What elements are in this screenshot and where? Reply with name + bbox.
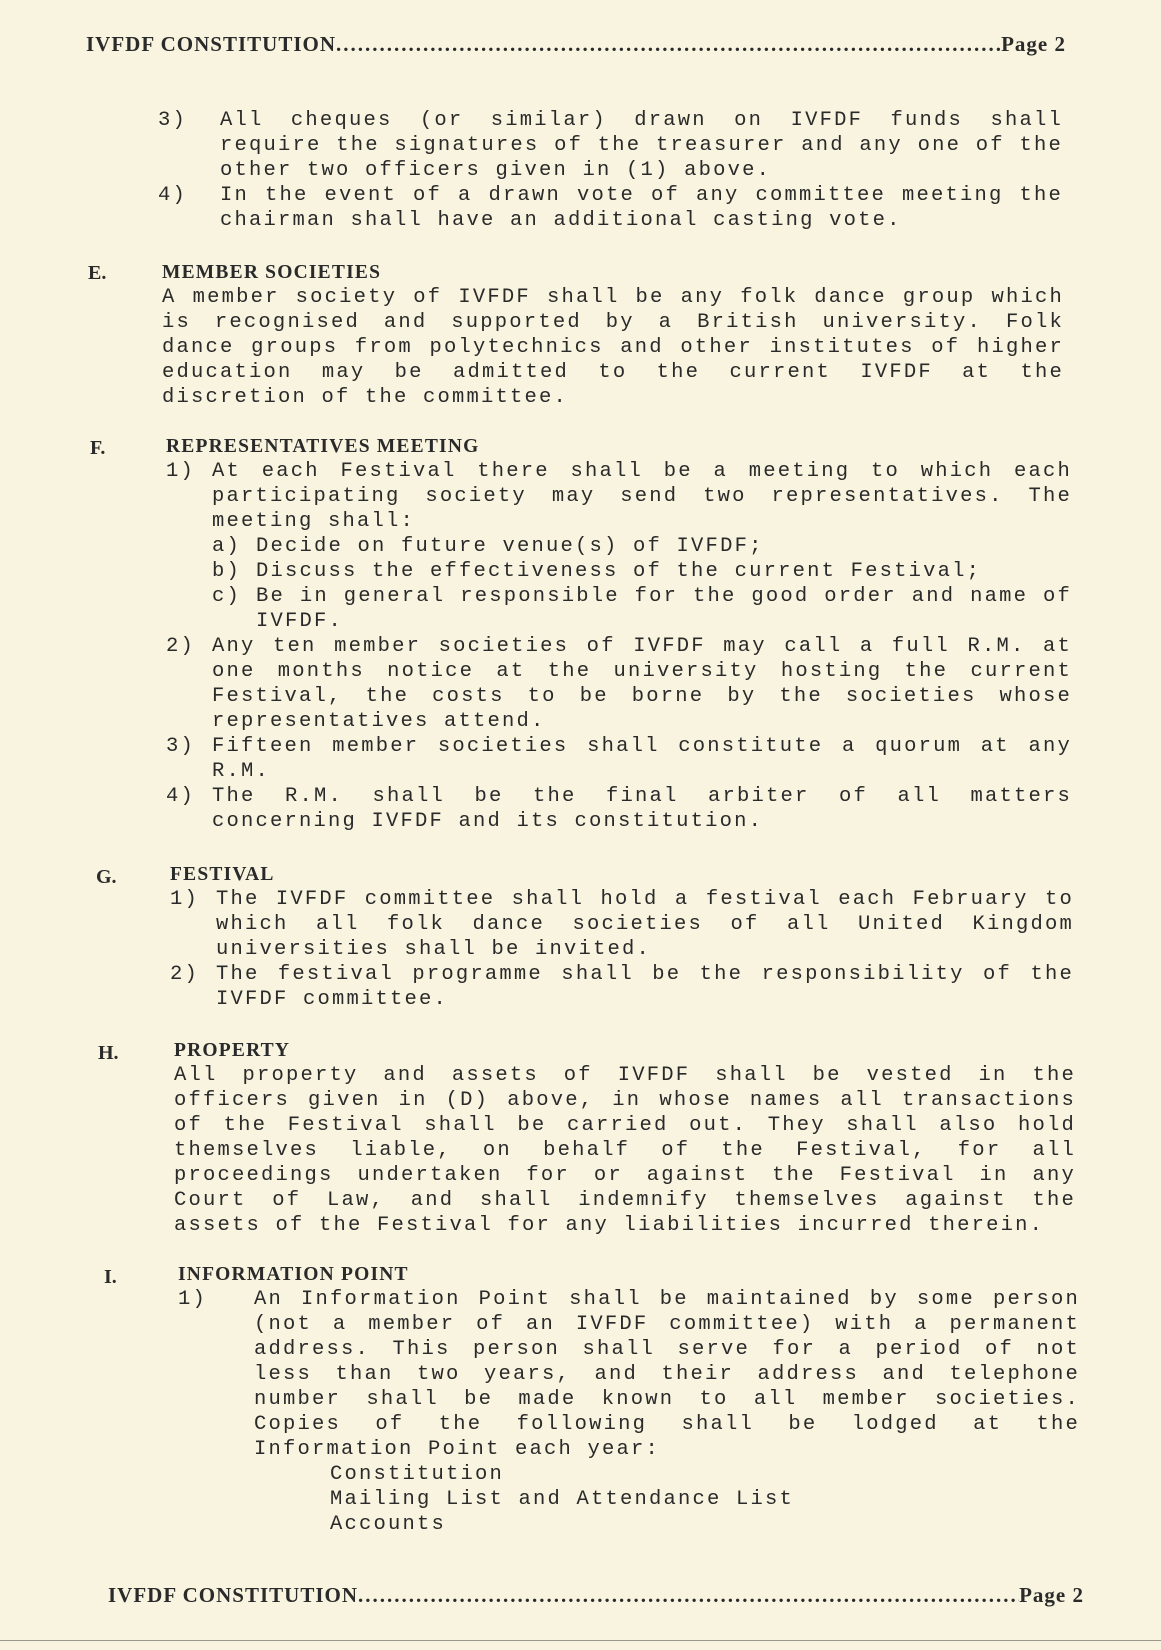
section-e-text: A member society of IVFDF shall be any folk dance group which is recognised and supported by a British university. Folk dance groups from polytechnics and other institutes of higher education may be admitted to the current IVFDF at the discretion of the committee. [162,286,1064,409]
list-item: Mailing List and Attendance List [330,1488,795,1511]
section-g-letter: G. [96,866,117,888]
clause-text: In the event of a drawn vote of any committee meeting the chairman shall have an additional casting vote. [220,184,1063,232]
clause-text: An Information Point shall be maintained by some person (not a member of an IVFDF committee) with a permanent address. This person shall serve for a period of not less than two years, and their address and telephone number shall be made known to all member societies. Copies of the following shall be lodged at the Information Point each year: [254,1288,1080,1461]
list-item: Accounts [330,1513,447,1536]
clause-text: At each Festival there shall be a meeting to which each participating society may send two representatives. The meeting shall: [212,460,1072,533]
clause-number: 1) [178,1288,208,1311]
subclause-text: Discuss the effectiveness of the current Festival; [256,560,982,583]
section-i-letter: I. [104,1266,117,1288]
subclause-label: c) [212,585,242,608]
clause-f2 [166,634,1072,734]
list-item: Constitution [330,1463,505,1486]
clause-f3 [166,734,1072,784]
section-e-heading: MEMBER SOCIETIES [162,262,382,283]
clause-d3 [158,108,1063,183]
clause-i1 [178,1287,1080,1537]
clause-text: Any ten member societies of IVFDF may call a full R.M. at one months notice at the university hosting the current Festival, the costs to be borne by the societies whose representatives attend. [212,635,1072,733]
section-h-letter: H. [98,1042,119,1064]
clause-text: The R.M. shall be the final arbiter of all matters concerning IVFDF and its constitution. [212,785,1072,833]
subclause-label: a) [212,535,242,558]
section-h-heading: PROPERTY [174,1040,291,1061]
clause-text: The IVFDF committee shall hold a festival each February to which all folk dance societies of all United Kingdom universities shall be invited. [216,888,1074,961]
leader-dots [358,1583,1019,1608]
clause-d4 [158,183,1063,233]
clause-number: 2) [166,635,196,658]
clause-number: 3) [166,735,196,758]
clause-number: 3) [158,109,188,132]
clause-text: The festival programme shall be the responsibility of the IVFDF committee. [216,963,1074,1011]
header-page: Page 2 [1001,32,1066,56]
section-e [162,260,1064,410]
subclause-label: b) [212,560,242,583]
footer-page: Page 2 [1019,1583,1084,1607]
page-bottom-edge [0,1640,1161,1641]
clause-text: All cheques (or similar) drawn on IVFDF funds shall require the signatures of the treasurer and any one of the other two officers given in (1) above. [220,109,1063,182]
running-footer [108,1583,1084,1608]
running-header [86,32,1066,57]
section-g-heading: FESTIVAL [170,864,275,885]
section-e-letter: E. [88,262,107,284]
clause-number: 4) [166,785,196,808]
section-f [166,434,1072,834]
section-h-text: All property and assets of IVFDF shall be vested in the officers given in (D) above, in whose names all transactions of the Festival shall be carried out. They shall also hold themselves liable, on behalf of the Festival, for all proceedings undertaken for or against the Festival in any Court of Law, and shall indemnify themselves against the assets of the Festival for any liabilities incurred therein. [174,1064,1076,1237]
clause-g2 [170,962,1074,1012]
subclause-text: Be in general responsible for the good order and name of IVFDF. [256,585,1072,633]
section-h [174,1038,1076,1238]
clause-number: 1) [170,888,200,911]
subclause-c [212,584,1072,634]
section-f-heading: REPRESENTATIVES MEETING [166,436,480,457]
clause-number: 2) [170,963,200,986]
section-g [170,862,1074,1012]
clause-g1 [170,887,1074,962]
section-d-continued [158,108,1063,233]
clause-f4 [166,784,1072,834]
subclause-text: Decide on future venue(s) of IVFDF; [256,535,764,558]
header-title: IVFDF CONSTITUTION [86,32,337,56]
subclause-a [212,534,1072,559]
clause-f1 [166,459,1072,634]
clause-number: 4) [158,184,188,207]
leader-dots [336,32,1001,57]
clause-text: Fifteen member societies shall constitute a quorum at any R.M. [212,735,1072,783]
section-f-letter: F. [90,437,106,459]
subclause-b [212,559,1072,584]
clause-number: 1) [166,460,196,483]
lodged-items-list [254,1462,1080,1537]
section-i [178,1262,1080,1537]
section-i-heading: INFORMATION POINT [178,1264,409,1285]
footer-title: IVFDF CONSTITUTION [108,1583,359,1607]
